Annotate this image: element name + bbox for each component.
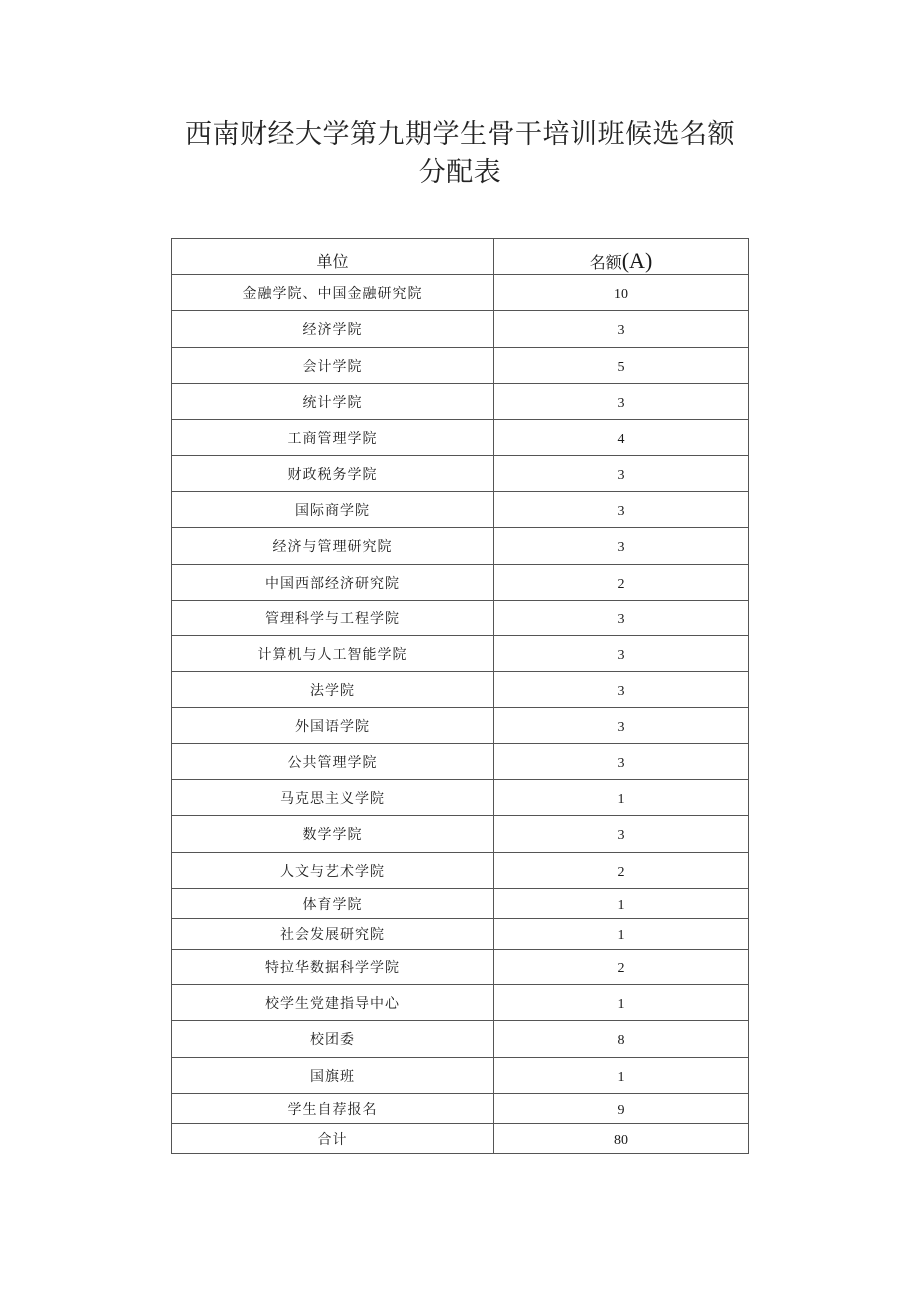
table-row [172,492,749,528]
table-row [172,384,749,420]
cell-quota: 2 [494,950,749,985]
cell-quota: 2 [494,853,749,889]
cell-quota: 10 [494,275,749,311]
cell-quota: 3 [494,601,749,636]
cell-unit: 数学学院 [172,816,494,853]
table-row [172,950,749,985]
header-quota-label: 名额 [589,252,622,272]
cell-quota: 5 [494,348,749,384]
cell-quota: 3 [494,816,749,853]
table-header-row [172,239,749,275]
table-row [172,672,749,708]
header-unit: 单位 [172,239,494,275]
cell-quota: 3 [494,456,749,492]
cell-unit: 统计学院 [172,384,494,420]
cell-unit: 经济与管理研究院 [172,528,494,565]
table-total-row [172,1124,749,1154]
cell-quota: 1 [494,1058,749,1094]
cell-unit: 马克思主义学院 [172,780,494,816]
cell-quota: 1 [494,985,749,1021]
cell-unit: 学生自荐报名 [172,1094,494,1124]
cell-quota: 80 [494,1124,749,1154]
cell-unit: 合计 [172,1124,494,1154]
cell-unit: 公共管理学院 [172,744,494,780]
table-row [172,816,749,853]
table-body [172,275,749,1154]
cell-quota: 2 [494,565,749,601]
cell-unit: 国际商学院 [172,492,494,528]
table-row [172,528,749,565]
cell-unit: 国旗班 [172,1058,494,1094]
cell-quota: 4 [494,420,749,456]
cell-unit: 金融学院、中国金融研究院 [172,275,494,311]
cell-unit: 经济学院 [172,311,494,348]
table-row [172,985,749,1021]
cell-quota: 8 [494,1021,749,1058]
cell-unit: 校团委 [172,1021,494,1058]
cell-unit: 计算机与人工智能学院 [172,636,494,672]
header-quota [494,239,749,275]
cell-quota: 1 [494,919,749,950]
cell-unit: 人文与艺术学院 [172,853,494,889]
cell-unit: 财政税务学院 [172,456,494,492]
table-row [172,780,749,816]
cell-quota: 1 [494,889,749,919]
table-row [172,853,749,889]
cell-quota: 3 [494,528,749,565]
table-row [172,744,749,780]
cell-unit: 校学生党建指导中心 [172,985,494,1021]
table-row [172,565,749,601]
cell-unit: 法学院 [172,672,494,708]
table-row [172,456,749,492]
table-row [172,348,749,384]
table-row [172,311,749,348]
cell-unit: 社会发展研究院 [172,919,494,950]
cell-quota: 9 [494,1094,749,1124]
cell-quota: 1 [494,780,749,816]
table-row [172,708,749,744]
cell-quota: 3 [494,384,749,420]
cell-unit: 中国西部经济研究院 [172,565,494,601]
table-row [172,1021,749,1058]
table-row [172,1094,749,1124]
quota-table [171,238,749,1154]
cell-quota: 3 [494,492,749,528]
cell-quota: 3 [494,636,749,672]
table-row [172,889,749,919]
cell-unit: 体育学院 [172,889,494,919]
document-title [0,116,920,192]
cell-unit: 管理科学与工程学院 [172,601,494,636]
table-row [172,636,749,672]
table-row [172,420,749,456]
table-row [172,275,749,311]
cell-quota: 3 [494,311,749,348]
cell-unit: 外国语学院 [172,708,494,744]
document-title-line-2: 分配表 [418,157,502,188]
header-quota-suffix: (A) [621,247,653,273]
document-title-line-1: 西南财经大学第九期学生骨干培训班候选名额 [185,119,735,150]
cell-unit: 特拉华数据科学学院 [172,950,494,985]
cell-quota: 3 [494,708,749,744]
cell-unit: 会计学院 [172,348,494,384]
cell-quota: 3 [494,744,749,780]
table-row [172,919,749,950]
table-row [172,601,749,636]
cell-quota: 3 [494,672,749,708]
cell-unit: 工商管理学院 [172,420,494,456]
table-row [172,1058,749,1094]
